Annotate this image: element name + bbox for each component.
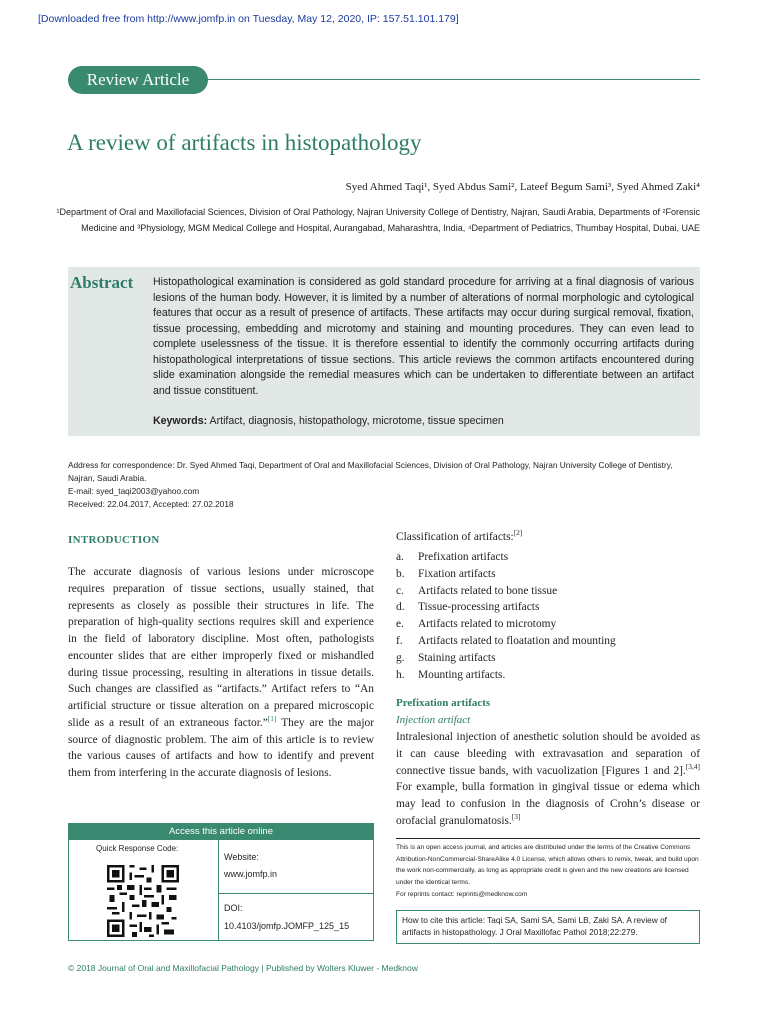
list-item xyxy=(396,549,616,566)
list-item xyxy=(396,633,616,650)
website-label: Website: xyxy=(224,852,259,862)
reference-3-4[interactable]: [3,4] xyxy=(685,761,700,771)
qr-code-icon[interactable] xyxy=(107,865,179,937)
affiliations: ¹Department of Oral and Maxillofacial Sciences, Division of Oral Pathology, Najran University College of Dentistry, Najran, Saudi Arabia, Departments of ²Forensic Medicine and ³Physiology, MGM Medical College and Hospital, Aurangabad, Maharashtra, India, ⁴Department of Pediatrics, Thumbay Hospital, Dubai, UAE xyxy=(56,207,700,233)
list-item-letter: g. xyxy=(396,651,405,664)
classification-intro-text: Classification of artifacts: xyxy=(396,531,514,543)
list-item-label: Prefixation artifacts xyxy=(418,551,509,563)
article-title: A review of artifacts in histopathology xyxy=(67,130,422,155)
injection-artifact-text xyxy=(396,729,700,830)
access-divider xyxy=(218,840,219,941)
list-item-label: Artifacts related to bone tissue xyxy=(418,584,558,597)
list-item-letter: d. xyxy=(396,601,405,614)
injection-artifact-subheading: Injection artifact xyxy=(396,714,471,726)
list-item-label: Staining artifacts xyxy=(418,651,496,664)
license-notice: This is an open access journal, and articles are distributed under the terms of the Creative Commons Attribution-NonCommercial-ShareAlike 4.0 License, which allows others to remix, tweak, and build upon the work non-commercially, as long as appropriate credit is given and the new creations are licensed under the identical terms. xyxy=(396,844,699,886)
intro-paragraph-part2: They are the major source of diagnostic problem. The aim of this article is to review the various causes of artifacts and how to identify and prevent them from interfering in the accurate diagnosis of lesions. xyxy=(68,716,374,779)
abstract-text: Histopathological examination is considered as gold standard procedure for arriving at a final diagnosis of various lesions of the human body. However, it is limited by a number of alterations of normal morphologic and cytological features that occur as a result of presence of artifacts. These artifacts may occur during surgical removal, fixation, tissue processing, embedding and microtomy and staining and mounting procedures. They can even lead to complete uselessness of the tissue. It is therefore essential to identify the commonly occurring artifacts during histopathological interpretations of tissue sections. This article reviews the common artifacts encountered during slide examination alongside the remedial measures which can be undertaken to differentiate between an artifact and tissue constituent. xyxy=(153,276,694,397)
list-item-label: Mounting artifacts. xyxy=(418,668,506,681)
list-item xyxy=(396,599,616,616)
author-list: Syed Ahmed Taqi¹, Syed Abdus Sami², Lateef Begum Sami³, Syed Ahmed Zaki⁴ xyxy=(345,181,700,193)
reference-1[interactable]: [1] xyxy=(267,713,277,723)
classification-intro xyxy=(396,528,523,543)
list-item-label: Fixation artifacts xyxy=(418,567,496,580)
qr-code-label: Quick Response Code: xyxy=(96,844,179,853)
article-type-badge: Review Article xyxy=(68,66,208,94)
doi-link[interactable]: 10.4103/jomfp.JOMFP_125_15 xyxy=(224,921,350,931)
abstract-heading: Abstract xyxy=(70,273,134,292)
list-item xyxy=(396,616,616,633)
list-item-letter: f. xyxy=(396,634,403,647)
injection-text-part1: Intralesional injection of anesthetic solution should be avoided as it can cause bleeding with extravasation and separation of connective tissue bands, with vacuolization [Figures 1 and 2]. xyxy=(396,731,700,777)
list-item xyxy=(396,667,616,684)
intro-paragraph-part1: The accurate diagnosis of various lesions under microscope requires preparation of tissue sections, usually stained, that represents as closely as possible their structures in life. The preparation of high-quality sections requires skill and experience in the field of laboratory discipline. Most often, pathologists encounter slides that are either improperly fixed or mishandled during tissue processing, resulting in alterations in tissue details. Such changes are classified as “artifacts.” Artifact refers to “An artificial structure or tissue alteration on a prepared microscopic slide as a result of an extraneous factor.” xyxy=(68,566,374,729)
injection-text-part2: For example, bulla formation in gingival tissue or edema which may lead to confusion in the diagnosis of Crohn’s disease or orofacial granulomatosis. xyxy=(396,781,700,827)
list-item-letter: e. xyxy=(396,618,404,631)
introduction-heading: INTRODUCTION xyxy=(68,534,160,546)
list-item-letter: h. xyxy=(396,668,405,681)
list-item-letter: a. xyxy=(396,551,404,563)
correspondence-block xyxy=(68,459,700,511)
list-item-letter: c. xyxy=(396,584,404,597)
access-online-header: Access this article online xyxy=(68,823,374,840)
list-item xyxy=(396,650,616,667)
list-item xyxy=(396,566,616,583)
correspondence-address: Address for correspondence: Dr. Syed Ahmed Taqi, Department of Oral and Maxillofacial Sciences, Division of Oral Pathology, Najran University College of Dentistry, Najran, Saudi Arabia. xyxy=(68,460,673,483)
license-rule xyxy=(396,838,700,839)
keywords-values: Artifact, diagnosis, histopathology, microtome, tissue specimen xyxy=(209,415,504,427)
reference-3[interactable]: [3] xyxy=(511,812,521,822)
access-divider xyxy=(218,893,374,894)
doi-label: DOI: xyxy=(224,903,243,913)
list-item-label: Tissue-processing artifacts xyxy=(418,601,540,614)
reference-2[interactable]: [2] xyxy=(513,528,523,538)
page-footer: © 2018 Journal of Oral and Maxillofacial Pathology | Published by Wolters Kluwer - Medknow xyxy=(68,963,418,973)
website-link[interactable]: www.jomfp.in xyxy=(224,869,278,879)
reprints-contact[interactable]: For reprints contact: reprints@medknow.com xyxy=(396,891,528,898)
introduction-text xyxy=(68,564,374,782)
received-accepted-dates: Received: 22.04.2017, Accepted: 27.02.2018 xyxy=(68,499,234,509)
download-note[interactable]: [Downloaded free from http://www.jomfp.in on Tuesday, May 12, 2020, IP: 157.51.101.179] xyxy=(38,13,459,25)
list-item-label: Artifacts related to floatation and mounting xyxy=(418,634,616,647)
citation-text: How to cite this article: Taqi SA, Sami SA, Sami LB, Zaki SA. A review of artifacts in histopathology. J Oral Maxillofac Pathol 2018;22:279. xyxy=(402,915,667,937)
prefixation-heading: Prefixation artifacts xyxy=(396,697,491,709)
list-item-letter: b. xyxy=(396,567,405,580)
classification-list xyxy=(396,549,616,683)
correspondence-email[interactable]: E-mail: syed_taqi2003@yahoo.com xyxy=(68,486,200,496)
keywords-label: Keywords: xyxy=(153,415,208,427)
list-item-label: Artifacts related to microtomy xyxy=(418,618,557,631)
keywords xyxy=(153,415,504,427)
list-item xyxy=(396,583,616,600)
